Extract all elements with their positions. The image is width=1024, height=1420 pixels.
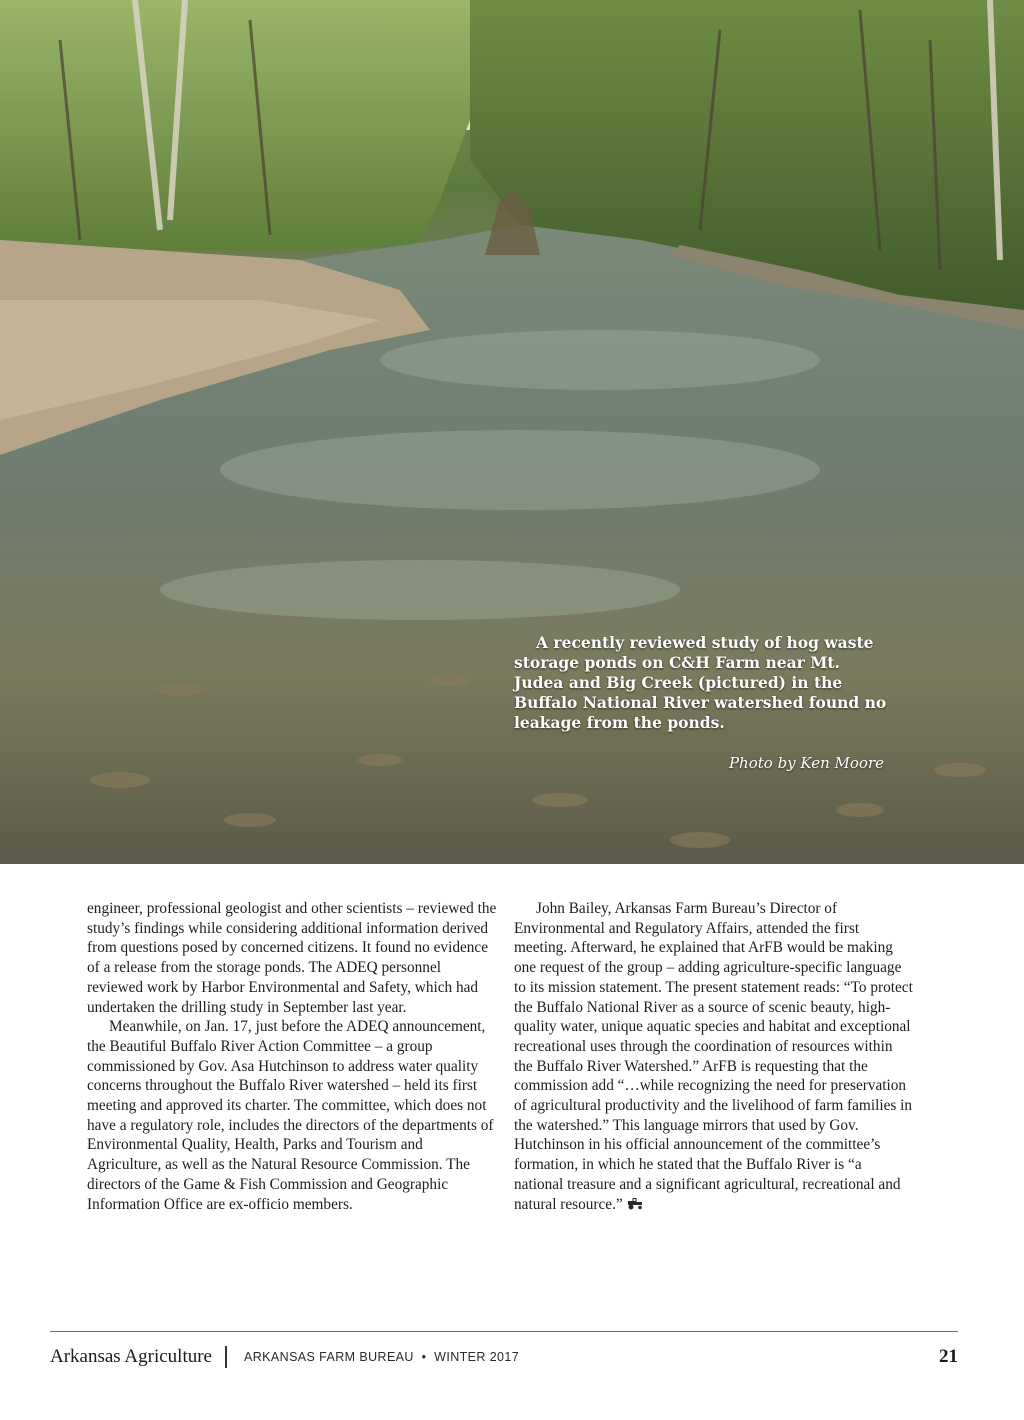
footer-issue: WINTER 2017 — [434, 1350, 520, 1364]
footer-publisher: ARKANSAS FARM BUREAU — [244, 1350, 414, 1364]
tractor-end-icon — [627, 1198, 643, 1210]
page-number: 21 — [939, 1346, 958, 1367]
footer-rule — [50, 1331, 958, 1332]
footer-publication-info — [244, 1350, 519, 1364]
photo-credit: Photo by Ken Moore — [728, 754, 884, 772]
article-right-column — [514, 899, 914, 1214]
photo-caption: A recently reviewed study of hog waste storage ponds on C&H Farm near Mt. Judea and Big Creek (pictured) in the Buffalo National River watershed found no leakage from the ponds. — [514, 633, 887, 732]
article-paragraph-text: John Bailey, Arkansas Farm Bureau’s Director of Environmental and Regulatory Affairs, attended the first meeting. Afterward, he explained that ArFB would be making one request of the group – adding agriculture-specific language to its mission statement. The present statement reads: “To protect the Buffalo National River as a source of scenic beauty, high-quality water, unique aquatic species and habitat and exceptional recreational uses through the coordination of resources within the Buffalo River Watershed.” ArFB is requesting that the commission add “…while recognizing the need for preservation of agricultural productivity and the livelihood of farm families in the watershed.” This language mirrors that used by Gov. Hutchinson in his official announcement of the committee’s formation, in which he stated that the Buffalo River is “a national treasure and a significant agricultural, recreational and natural resource.” — [514, 900, 913, 1213]
article-paragraph: Meanwhile, on Jan. 17, just before the ADEQ announcement, the Beautiful Buffalo River Action Committee – a group commissioned by Gov. Asa Hutchinson to address water quality concerns throughout the Buffalo River watershed – held its first meeting and approved its charter. The committee, which does not have a regulatory role, includes the directors of the departments of Environmental Quality, Health, Parks and Tourism and Agriculture, as well as the Natural Resource Commission. The directors of the Game & Fish Commission and Geographic Information Office are ex-officio members. — [87, 1018, 494, 1213]
footer-magazine-title: Arkansas Agriculture — [50, 1346, 212, 1367]
footer-bullet: • — [421, 1350, 427, 1364]
article-paragraph-final — [514, 899, 914, 1214]
article-left-column — [87, 899, 497, 1214]
footer-separator — [225, 1346, 227, 1368]
article-paragraph: engineer, professional geologist and other scientists – reviewed the study’s findings while considering additional information derived from questions posed by concerned citizens. It found no evidence of a release from the storage ponds. The ADEQ personnel reviewed work by Harbor Environmental and Safety, which had undertaken the drilling study in September last year. — [87, 900, 497, 1016]
